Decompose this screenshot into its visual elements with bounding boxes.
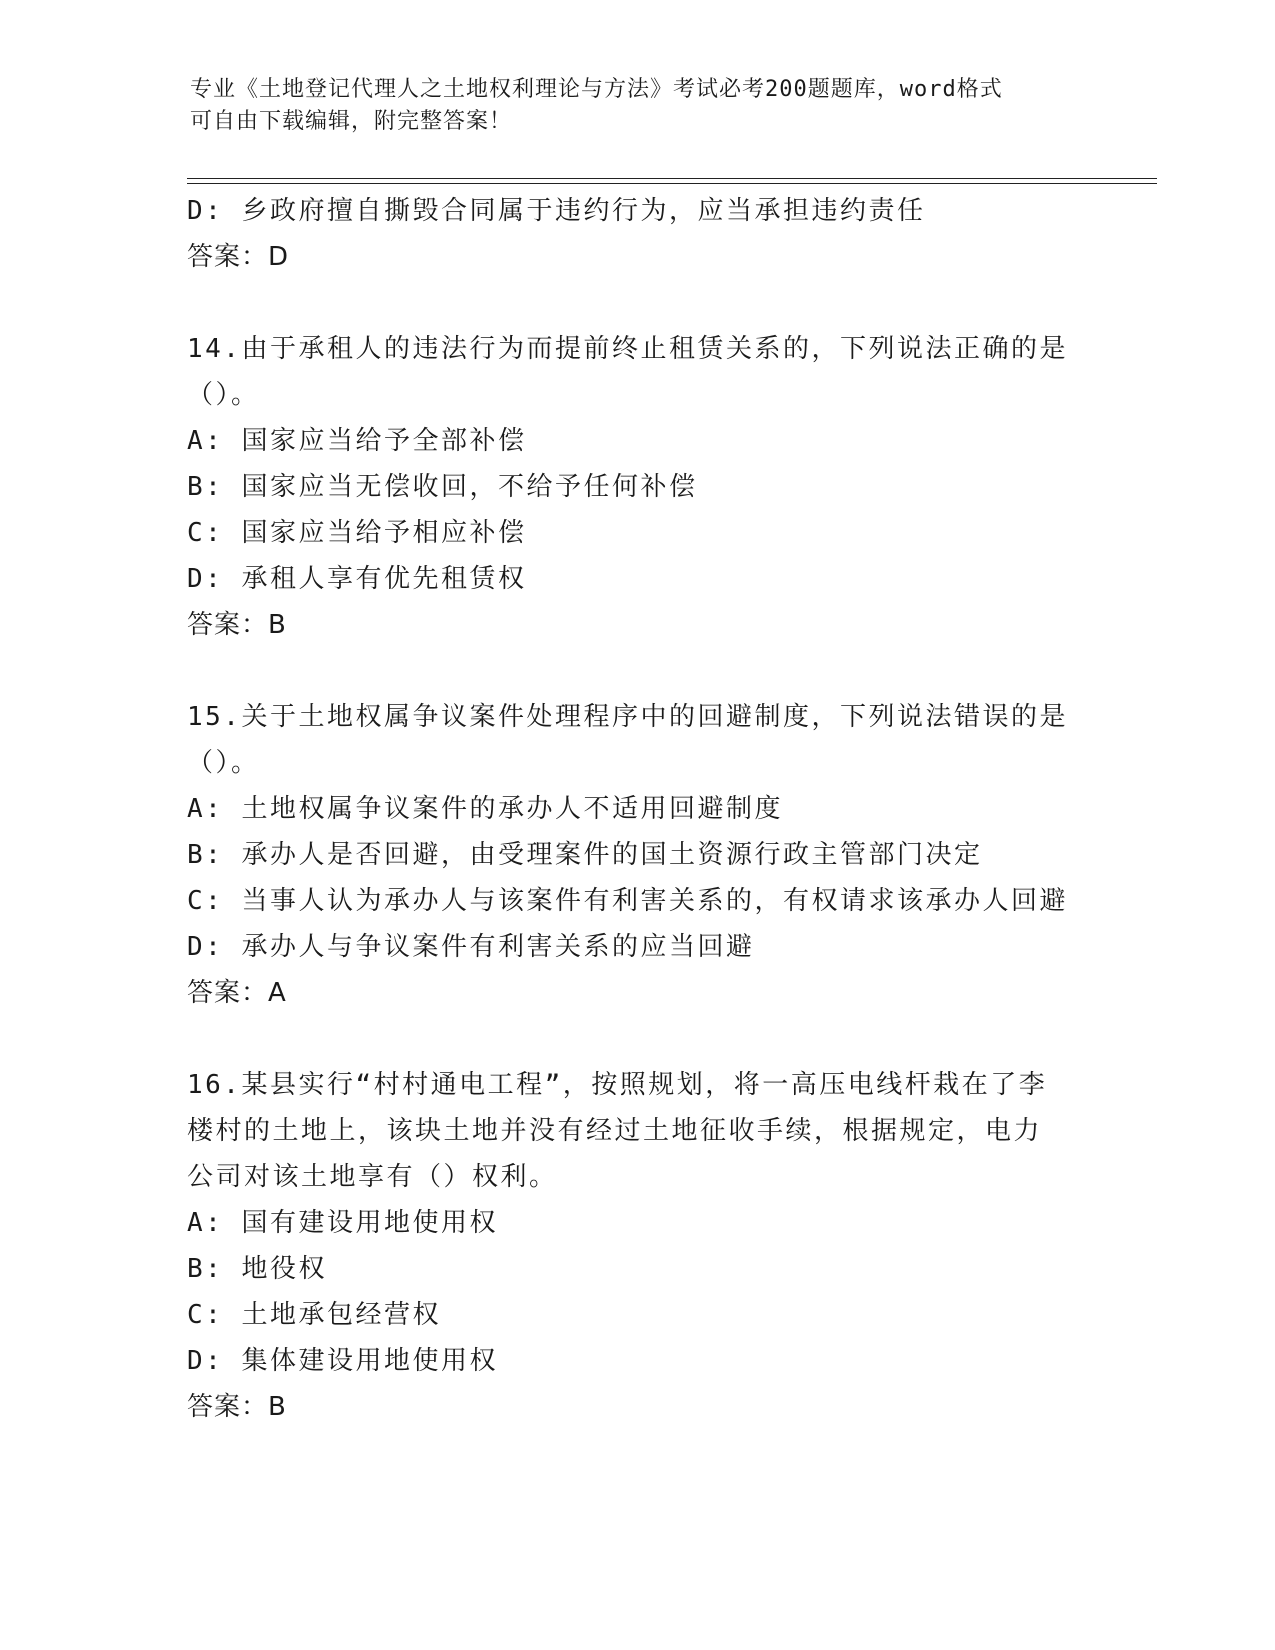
question-stem: 14.由于承租人的违法行为而提前终止租赁关系的，下列说法正确的是 xyxy=(187,334,1068,364)
option-a: A: 国家应当给予全部补偿 xyxy=(187,426,527,456)
header-line-1: 专业《土地登记代理人之土地权利理论与方法》考试必考200题题库，word格式 xyxy=(190,77,1003,102)
option-d: D: 集体建设用地使用权 xyxy=(187,1346,498,1376)
answer-line: 答案：B xyxy=(187,1392,287,1422)
option-a: A: 土地权属争议案件的承办人不适用回避制度 xyxy=(187,794,783,824)
header-rule-bottom xyxy=(187,183,1157,184)
question-content xyxy=(187,188,1087,1430)
question-15 xyxy=(187,694,1087,1016)
question-stem: （）。 xyxy=(187,748,260,778)
spacer xyxy=(187,1016,1087,1062)
option-d: D: 承租人享有优先租赁权 xyxy=(187,564,527,594)
option-a: A: 国有建设用地使用权 xyxy=(187,1208,498,1238)
question-14 xyxy=(187,326,1087,648)
question-stem: 楼村的土地上，该块土地并没有经过土地征收手续，根据规定，电力 xyxy=(187,1116,1043,1146)
option-c: C: 土地承包经营权 xyxy=(187,1300,441,1330)
question-16 xyxy=(187,1062,1087,1430)
option-b: B: 地役权 xyxy=(187,1254,327,1284)
question-stem: 16.某县实行“村村通电工程”，按照规划，将一高压电线杆栽在了李 xyxy=(187,1070,1048,1100)
answer-line: 答案：D xyxy=(187,242,290,272)
option-d: D: 乡政府擅自撕毁合同属于违约行为，应当承担违约责任 xyxy=(187,196,926,226)
spacer xyxy=(187,280,1087,326)
header-rule-top xyxy=(187,178,1157,179)
option-c: C: 国家应当给予相应补偿 xyxy=(187,518,527,548)
answer-line: 答案：A xyxy=(187,978,287,1008)
document-header xyxy=(190,74,1070,138)
question-stem: （）。 xyxy=(187,380,260,410)
question-stem: 15.关于土地权属争议案件处理程序中的回避制度，下列说法错误的是 xyxy=(187,702,1068,732)
header-line-2: 可自由下载编辑，附完整答案！ xyxy=(190,109,513,134)
option-b: B: 国家应当无偿收回，不给予任何补偿 xyxy=(187,472,698,502)
option-d: D: 承办人与争议案件有利害关系的应当回避 xyxy=(187,932,755,962)
spacer xyxy=(187,648,1087,694)
previous-question-tail xyxy=(187,188,1087,280)
option-c: C: 当事人认为承办人与该案件有利害关系的，有权请求该承办人回避 xyxy=(187,886,1068,916)
question-stem: 公司对该土地享有（）权利。 xyxy=(187,1162,558,1192)
answer-line: 答案：B xyxy=(187,610,287,640)
option-b: B: 承办人是否回避，由受理案件的国土资源行政主管部门决定 xyxy=(187,840,983,870)
